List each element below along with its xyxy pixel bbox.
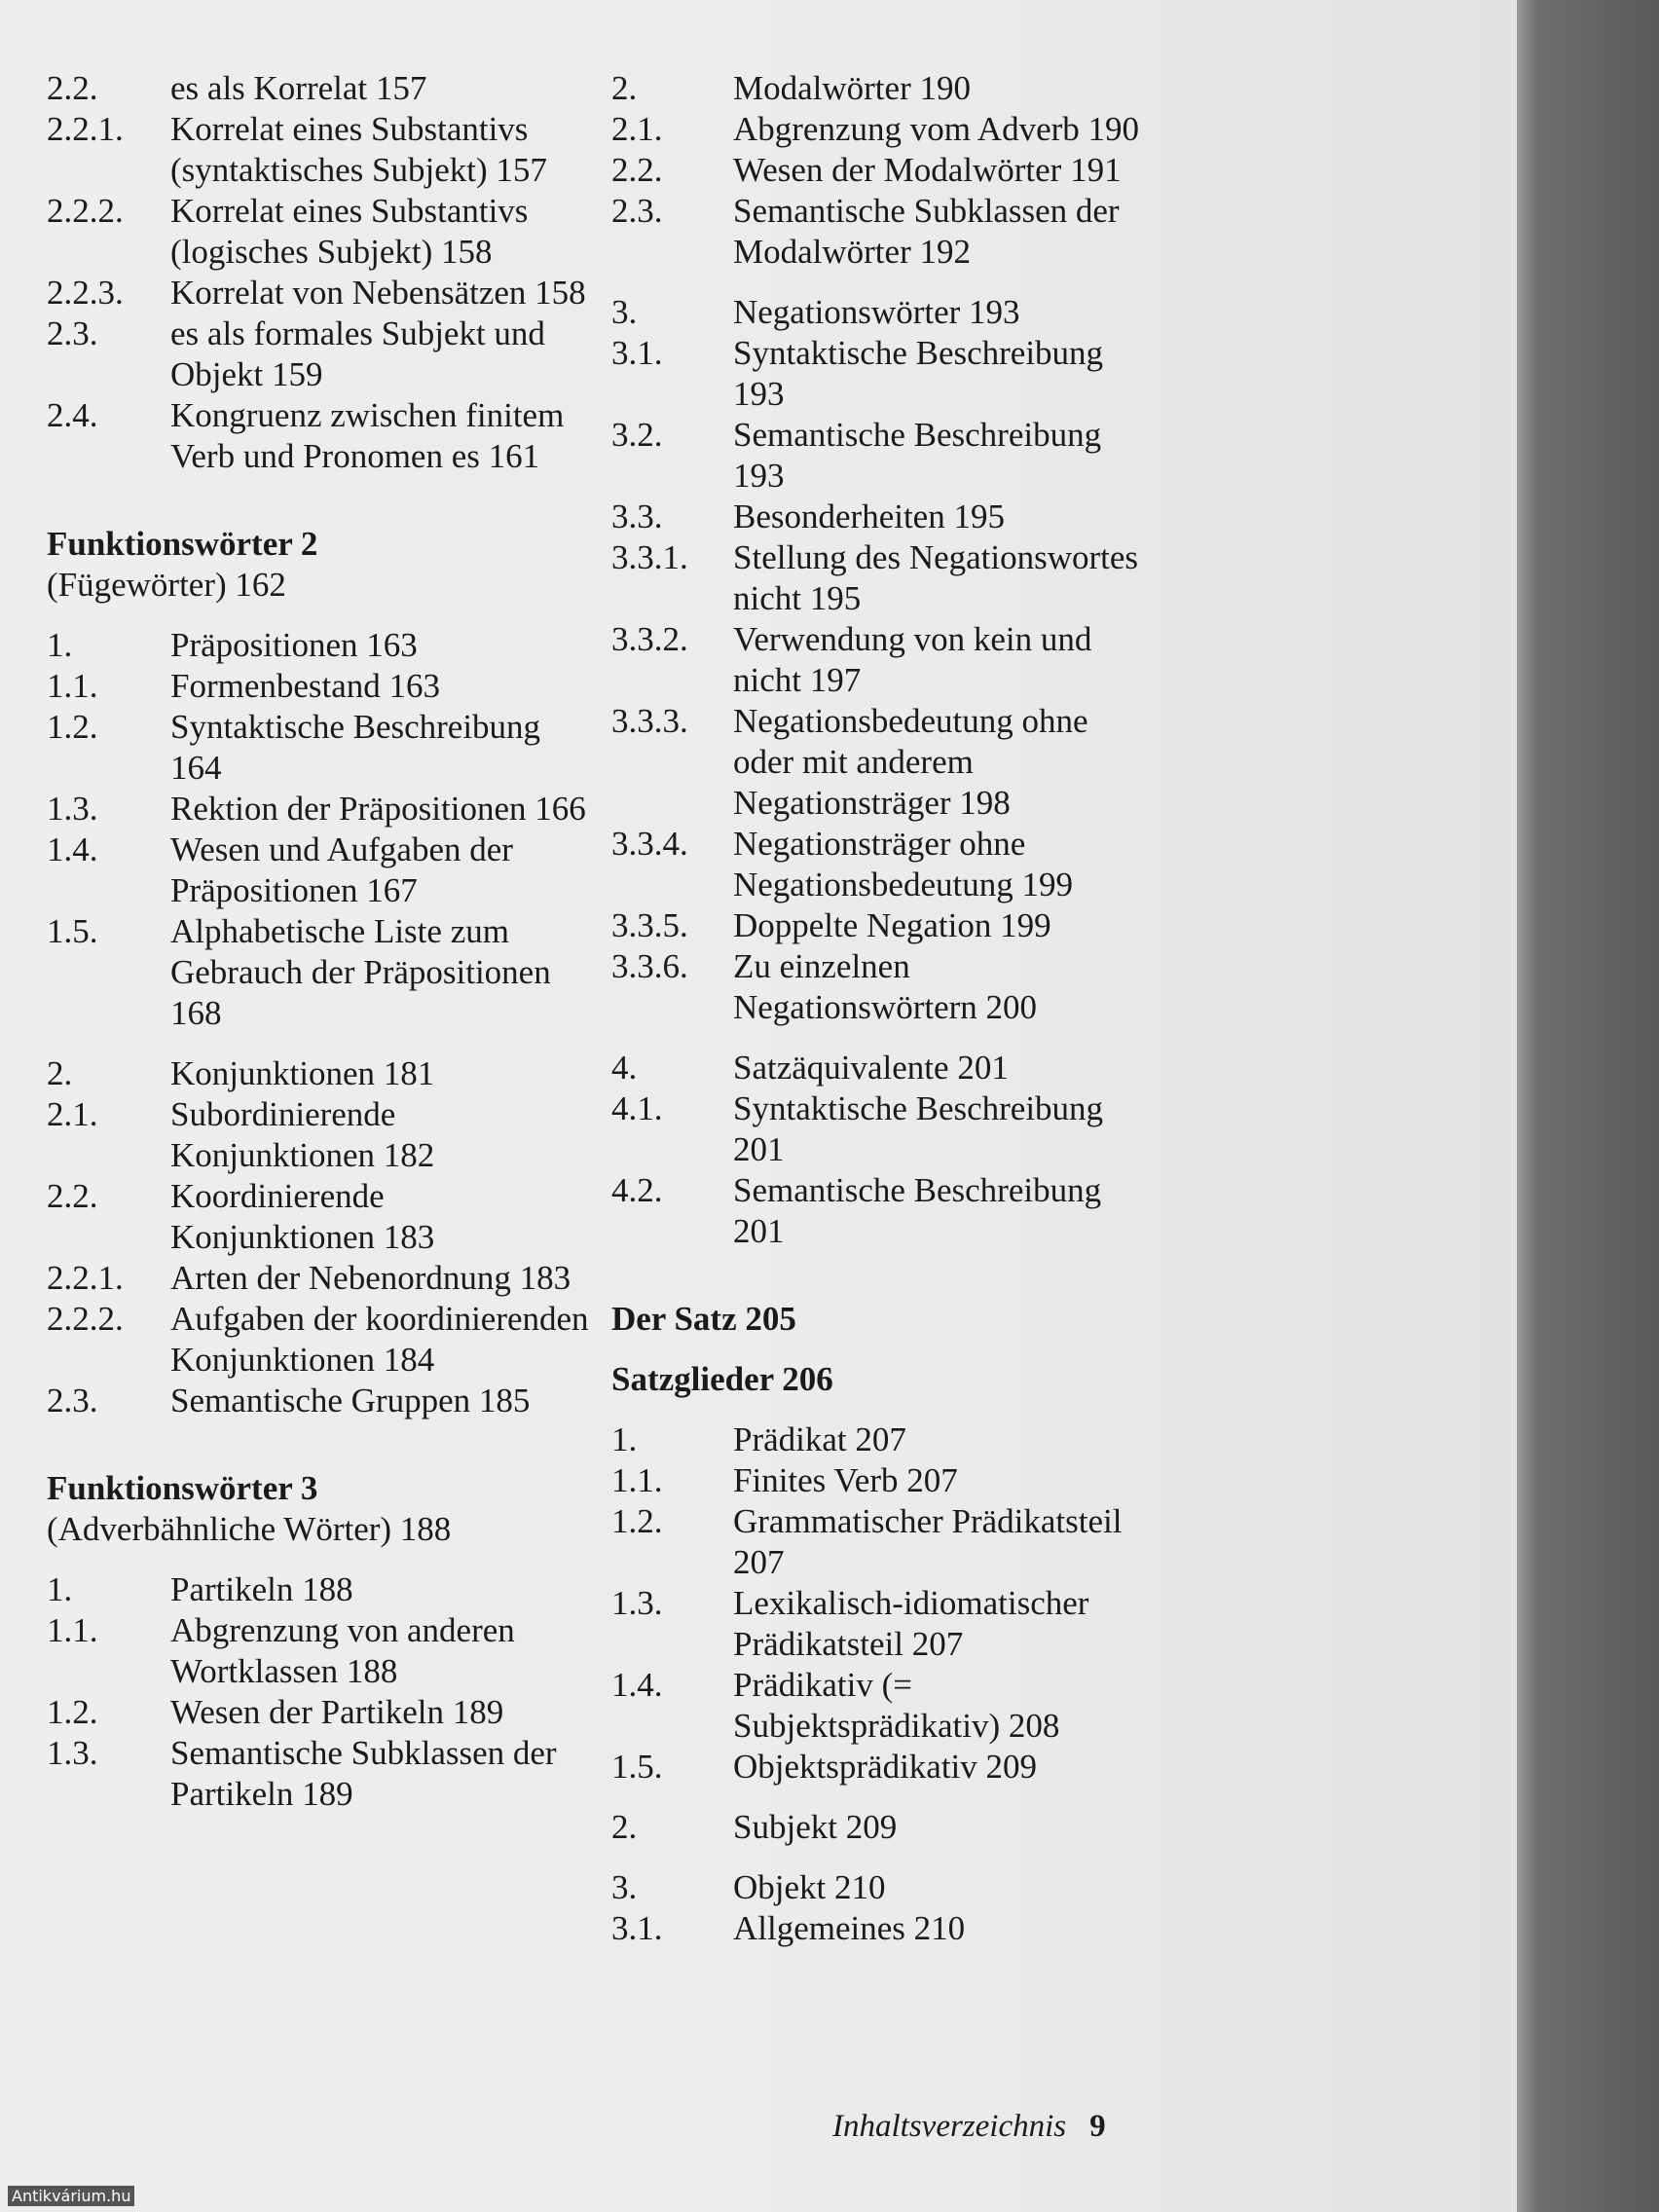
toc-text: Semantische Beschreibung 193 (733, 416, 1102, 495)
toc-number: 1.3. (47, 1734, 98, 1772)
toc-text: Korrelat eines Substantivs (logisches Subjekt) 158 (170, 192, 529, 271)
toc-entry (611, 292, 1157, 333)
toc-text: Syntaktische Beschreibung 201 (733, 1089, 1104, 1168)
toc-text: Abgrenzung vom Adverb 190 (733, 110, 1140, 148)
toc-number: 4.1. (611, 1089, 663, 1127)
toc-number: 2.2.1. (47, 110, 124, 148)
toc-entry (611, 701, 1157, 824)
toc-number: 3.1. (611, 334, 663, 372)
toc-number: 2.1. (47, 1095, 98, 1133)
toc-entry (47, 1569, 592, 1610)
toc-text: Besonderheiten 195 (733, 498, 1005, 535)
toc-text: Korrelat eines Substantivs (syntaktisches Subjekt) 157 (170, 110, 547, 189)
toc-number: 3.3.2. (611, 620, 688, 658)
section-title: Funktionswörter 3 (47, 1469, 318, 1507)
section-title: Der Satz 205 (611, 1300, 796, 1338)
toc-text: Subordinierende Konjunktionen 182 (170, 1095, 435, 1174)
toc-entry (47, 1299, 592, 1381)
toc-number: 3.3.1. (611, 538, 688, 576)
toc-text: Koordinierende Konjunktionen 183 (170, 1177, 435, 1256)
book-binding-shadow (1517, 0, 1659, 2212)
toc-entry (47, 625, 592, 666)
toc-entry (611, 1170, 1157, 1252)
toc-entry (611, 1088, 1157, 1170)
toc-number: 2.2.2. (47, 1300, 124, 1338)
toc-text: Objekt 210 (733, 1868, 886, 1906)
toc-number: 1.2. (47, 1693, 98, 1731)
toc-entry (611, 1908, 1157, 1949)
toc-number: 2. (611, 1808, 638, 1846)
toc-number: 2.3. (611, 192, 663, 230)
toc-text: Satzäquivalente 201 (733, 1049, 1009, 1087)
toc-entry (47, 707, 592, 789)
toc-entry (611, 537, 1157, 619)
toc-text: Grammatischer Prädikatsteil 207 (733, 1502, 1123, 1581)
toc-entry (611, 905, 1157, 946)
toc-entry (611, 1867, 1157, 1908)
toc-text: Kongruenz zwischen finitem Verb und Pronomen es 161 (170, 396, 565, 475)
toc-right-column (611, 68, 1157, 1949)
toc-text: Partikeln 188 (170, 1570, 353, 1608)
toc-text: Alphabetische Liste zum Gebrauch der Präpositionen 168 (170, 912, 551, 1032)
toc-entry (47, 395, 592, 477)
toc-number: 1.2. (47, 708, 98, 746)
toc-number: 4. (611, 1049, 638, 1087)
toc-text: Syntaktische Beschreibung 164 (170, 708, 541, 787)
toc-entry (611, 1747, 1157, 1788)
toc-number: 3.3. (611, 498, 663, 535)
section-subtitle: (Adverbähnliche Wörter) 188 (47, 1510, 452, 1548)
page-number: 9 (1089, 2109, 1106, 2144)
toc-entry (611, 824, 1157, 905)
toc-number: 3. (611, 293, 638, 331)
toc-number: 3.3.5. (611, 906, 688, 944)
toc-number: 3. (611, 1868, 638, 1906)
toc-number: 1.4. (611, 1666, 663, 1704)
toc-text: Rektion der Präpositionen 166 (170, 790, 586, 828)
toc-text: Syntaktische Beschreibung 193 (733, 334, 1104, 413)
toc-entry (611, 1048, 1157, 1088)
toc-number: 1.3. (611, 1584, 663, 1622)
toc-entry (47, 68, 592, 109)
toc-number: 1. (47, 1570, 73, 1608)
toc-number: 3.2. (611, 416, 663, 454)
section-heading (47, 524, 592, 565)
toc-entry (611, 1665, 1157, 1747)
toc-number: 3.3.4. (611, 825, 688, 863)
toc-number: 2. (611, 69, 638, 107)
toc-entry (47, 109, 592, 191)
toc-number: 2.2. (47, 1177, 98, 1215)
toc-number: 3.3.3. (611, 702, 688, 740)
toc-entry (47, 191, 592, 273)
toc-number: 2.2.2. (47, 192, 124, 230)
toc-entry (47, 666, 592, 707)
toc-text: Doppelte Negation 199 (733, 906, 1051, 944)
toc-entry (611, 415, 1157, 497)
toc-entry (611, 1501, 1157, 1583)
toc-text: Verwendung von kein und nicht 197 (733, 620, 1092, 699)
toc-text: Stellung des Negationswortes nicht 195 (733, 538, 1139, 617)
toc-entry (611, 946, 1157, 1028)
toc-text: Finites Verb 207 (733, 1461, 958, 1499)
toc-text: Negationsträger ohne Negationsbedeutung 199 (733, 825, 1073, 903)
toc-number: 1.1. (47, 667, 98, 705)
toc-entry (47, 789, 592, 830)
toc-text: Konjunktionen 181 (170, 1054, 435, 1092)
toc-left-column (47, 68, 592, 1815)
section-subtitle: (Fügewörter) 162 (47, 566, 286, 604)
toc-text: Wesen und Aufgaben der Präpositionen 167 (170, 830, 513, 909)
toc-entry (47, 1733, 592, 1815)
toc-entry (611, 109, 1157, 150)
toc-text: Subjekt 209 (733, 1808, 898, 1846)
toc-text: Korrelat von Nebensätzen 158 (170, 274, 586, 312)
footer-title: Inhaltsverzeichnis (832, 2109, 1067, 2144)
toc-text: Semantische Gruppen 185 (170, 1382, 531, 1419)
toc-number: 1. (611, 1420, 638, 1458)
toc-text: Negationswörter 193 (733, 293, 1020, 331)
toc-entry (611, 1807, 1157, 1848)
toc-number: 2.3. (47, 1382, 98, 1419)
toc-number: 3.3.6. (611, 947, 688, 985)
toc-text: Formenbestand 163 (170, 667, 441, 705)
toc-number: 2.3. (47, 314, 98, 352)
toc-entry (611, 191, 1157, 273)
toc-number: 1.4. (47, 830, 98, 868)
toc-number: 2.2. (47, 69, 98, 107)
toc-text: Objektsprädikativ 209 (733, 1748, 1038, 1786)
toc-number: 1.5. (611, 1748, 663, 1786)
toc-entry (47, 1053, 592, 1094)
toc-number: 3.1. (611, 1909, 663, 1947)
toc-text: Zu einzelnen Negationswörtern 200 (733, 947, 1038, 1026)
toc-text: Prädikativ (= Subjektsprädikativ) 208 (733, 1666, 1060, 1745)
toc-entry (47, 1094, 592, 1176)
toc-text: Abgrenzung von anderen Wortklassen 188 (170, 1611, 515, 1690)
toc-entry (611, 619, 1157, 701)
toc-entry (47, 1258, 592, 1299)
toc-entry (611, 333, 1157, 415)
toc-number: 2.4. (47, 396, 98, 434)
toc-text: es als formales Subjekt und Objekt 159 (170, 314, 545, 393)
toc-text: Prädikat 207 (733, 1420, 906, 1458)
toc-entry (47, 830, 592, 911)
toc-text: Präpositionen 163 (170, 626, 418, 664)
page-footer (832, 2109, 1106, 2145)
toc-text: Aufgaben der koordinierenden Konjunktionen 184 (170, 1300, 589, 1379)
toc-number: 1.3. (47, 790, 98, 828)
toc-number: 1.5. (47, 912, 98, 950)
toc-entry (611, 1460, 1157, 1501)
toc-text: Semantische Beschreibung 201 (733, 1171, 1102, 1250)
toc-number: 2.2.3. (47, 274, 124, 312)
toc-number: 1.2. (611, 1502, 663, 1540)
section-heading (611, 1359, 1157, 1400)
toc-text: Allgemeines 210 (733, 1909, 966, 1947)
section-heading (47, 1468, 592, 1509)
toc-entry (47, 273, 592, 313)
toc-entry (47, 1381, 592, 1421)
toc-entry (611, 497, 1157, 537)
toc-entry (47, 1692, 592, 1733)
toc-entry (47, 911, 592, 1034)
toc-entry (47, 1176, 592, 1258)
toc-number: 2.1. (611, 110, 663, 148)
toc-text: Lexikalisch-idiomatischer Prädikatsteil 207 (733, 1584, 1089, 1663)
toc-number: 2. (47, 1054, 73, 1092)
toc-number: 4.2. (611, 1171, 663, 1209)
toc-entry (611, 68, 1157, 109)
section-title: Satzglieder 206 (611, 1360, 833, 1398)
toc-entry (47, 1610, 592, 1692)
toc-entry (611, 1419, 1157, 1460)
toc-number: 2.2.1. (47, 1259, 124, 1297)
toc-number: 1. (47, 626, 73, 664)
toc-text: Modalwörter 190 (733, 69, 971, 107)
toc-text: es als Korrelat 157 (170, 69, 427, 107)
toc-text: Arten der Nebenordnung 183 (170, 1259, 571, 1297)
toc-text: Wesen der Partikeln 189 (170, 1693, 504, 1731)
toc-entry (611, 1583, 1157, 1665)
toc-text: Negationsbedeutung ohne oder mit anderem Negationsträger 198 (733, 702, 1088, 822)
toc-number: 1.1. (611, 1461, 663, 1499)
toc-entry (611, 150, 1157, 191)
toc-text: Semantische Subklassen der Partikeln 189 (170, 1734, 557, 1813)
toc-text: Semantische Subklassen der Modalwörter 192 (733, 192, 1120, 271)
toc-number: 1.1. (47, 1611, 98, 1649)
section-title: Funktionswörter 2 (47, 525, 318, 563)
watermark: Antikvárium.hu (8, 2186, 134, 2206)
toc-text: Wesen der Modalwörter 191 (733, 151, 1122, 189)
toc-number: 2.2. (611, 151, 663, 189)
toc-entry (47, 313, 592, 395)
section-heading (611, 1299, 1157, 1340)
